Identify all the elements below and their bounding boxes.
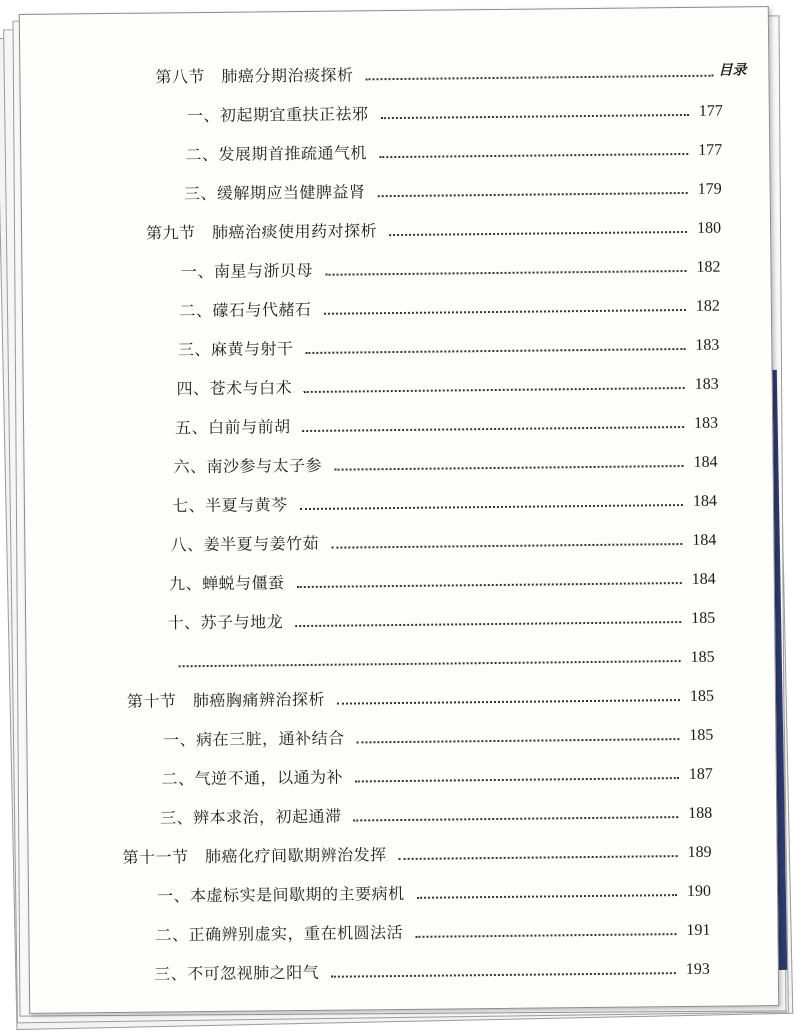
toc-item-row [181,255,721,283]
toc-page-number: 184 [691,570,716,588]
dot-leader [306,347,686,354]
toc-label: 三、缓解期应当健脾益肾 [183,182,366,204]
toc-item-row [160,801,712,829]
toc-section-row [146,216,721,244]
toc-page-number: 193 [685,960,710,979]
dot-leader [379,152,688,158]
toc-page-number: 184 [693,453,718,471]
dot-leader [415,932,676,938]
toc-page-number: 183 [694,375,719,393]
toc-item-row [154,957,710,985]
toc-page-number: 187 [688,765,713,783]
toc-item-row [170,528,716,556]
toc-page-number: 184 [692,492,718,510]
toc-item-row [167,606,715,634]
table-of-contents [20,7,778,1013]
toc-label: 一、本虚标实是间歇期的主要病机 [157,883,405,906]
toc-label: 六、南沙参与太子参 [173,455,323,477]
dot-leader [417,893,677,899]
toc-label: 七、半夏与黄芩 [171,495,288,516]
toc-page [19,6,779,1014]
dot-leader [331,542,682,549]
dot-leader [355,776,679,782]
dot-leader [178,659,681,667]
toc-label: 第九节 肺癌治痰使用药对探析 [145,221,378,243]
dot-leader [300,503,683,510]
toc-item-row [156,918,711,946]
toc-item-row [179,294,720,322]
toc-label: 二、发展期首推疏通气机 [185,143,368,165]
toc-label: 第十一节 肺癌化疗间歇期辨治发挥 [122,845,387,867]
toc-item-row [184,177,722,205]
dot-leader [378,191,688,197]
toc-label: 五、白前与前胡 [174,417,291,438]
toc-page-number: 183 [695,336,720,354]
toc-label: 九、蝉蜕与僵蚕 [168,573,285,594]
toc-label: 一、初起期宜重扶正祛邪 [186,104,369,126]
dot-leader [357,737,680,743]
dot-leader [331,971,676,978]
toc-item-row [166,645,715,673]
toc-item-row [187,99,723,127]
toc-label: 第十节 肺癌胸痛辨治探析 [126,689,326,711]
toc-label: 二、礞石与代赭石 [179,299,312,321]
toc-label: 一、病在三脏，通补结合 [162,728,345,750]
dot-leader [354,815,679,821]
dot-leader [365,74,713,81]
toc-page-number: 179 [697,180,722,198]
toc-page-number: 180 [696,219,722,237]
dot-leader [399,854,678,860]
dot-leader [303,425,685,432]
toc-label: 三、麻黄与射干 [177,339,294,360]
toc-page-number: 189 [687,843,712,861]
toc-page-number: 184 [692,531,717,549]
toc-label: 八、姜半夏与姜竹茹 [170,533,320,555]
toc-section-row [127,684,714,712]
toc-section-row [155,60,723,88]
dot-leader [334,464,683,471]
toc-page-number: 185 [689,687,715,705]
dot-leader [380,113,688,119]
toc-page-number: 185 [691,609,716,627]
toc-label: 二、正确辨别虚实，重在机圆法活 [155,922,404,945]
toc-label: 三、辨本求治，初起通滞 [160,806,342,828]
toc-page-number: 188 [688,804,713,822]
toc-page-number: 177 [698,141,723,159]
toc-label: 十、苏子与地龙 [167,612,284,633]
toc-page-number: 182 [696,258,721,276]
dot-leader [304,386,685,393]
dot-leader [295,620,681,627]
dot-leader [325,269,686,276]
toc-page-number: 177 [698,102,723,120]
running-header: 目录 [718,62,747,79]
dot-leader [324,308,686,315]
toc-item-row [172,489,717,517]
toc-page-number: 185 [689,726,714,744]
toc-label: 三、不可忽视肺之阳气 [154,962,320,984]
toc-item-row [163,723,714,751]
toc-label: 第八节 肺癌分期治痰探析 [155,65,354,87]
toc-item-row [185,138,722,166]
toc-page-number: 185 [690,648,715,666]
toc-label: 一、南星与浙贝母 [180,260,314,282]
toc-item-row [161,762,712,790]
dot-leader [389,230,687,236]
toc-item-row [176,372,718,400]
toc-label: 二、气逆不通，以通为补 [161,767,344,789]
toc-item-row [173,450,717,478]
toc-page-number: 183 [694,414,719,432]
toc-item-row [178,333,720,361]
toc-page-number: 190 [686,882,712,901]
toc-label: 四、苍术与白术 [176,378,293,399]
dot-leader [297,581,682,588]
toc-page-number: 191 [686,921,711,940]
toc-item-row [175,411,718,439]
dot-leader [337,698,680,705]
toc-item-row [169,567,716,595]
toc-item-row [157,879,711,907]
toc-section-row [123,840,712,868]
toc-page-number: 182 [695,297,720,315]
